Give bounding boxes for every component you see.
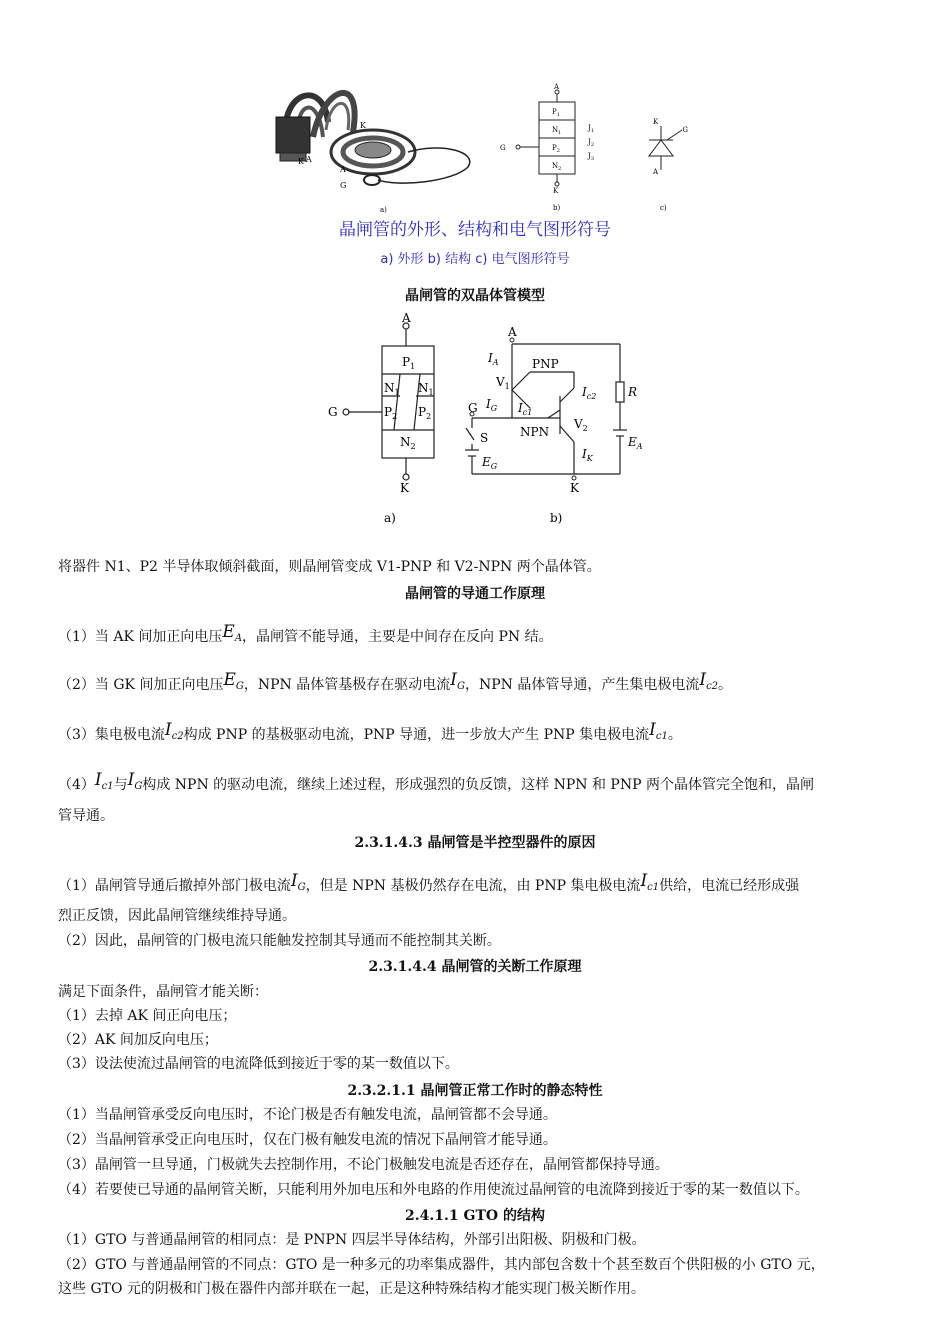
label-ik: $I_K$ bbox=[582, 447, 593, 463]
half-item-1: （1）晶闸管导通后撤掉外部门极电流IG，但是 NPN 基极仍然存在电流，由 PNP 集电极电流Ic1供给，电流已经形成强 bbox=[58, 871, 800, 894]
conduct-item-2: （2）当 GK 间加正向电压EG，NPN 晶体管基极存在驱动电流IG，NPN 晶体管导通，产生集电极电流Ic2。 bbox=[58, 670, 733, 693]
model-a-label-k: K bbox=[400, 481, 409, 495]
thyristor-appearance-figure bbox=[268, 82, 688, 217]
heading-two-transistor-model: 晶闸管的双晶体管模型 bbox=[405, 288, 545, 304]
model-b-g: G bbox=[468, 401, 478, 415]
model-b-caption: b) bbox=[550, 511, 563, 525]
label-v1: $V_1$ bbox=[496, 375, 510, 391]
fig1-b-n1: $N_1$ bbox=[552, 126, 562, 136]
off-intro: 满足下面条件，晶闸管才能关断： bbox=[58, 984, 268, 1000]
label-ea: $E_A$ bbox=[628, 435, 643, 451]
thyristor-photo bbox=[276, 93, 470, 185]
fig1-b-p1: $P_1$ bbox=[552, 108, 560, 118]
static-item-4: （4）若要使已导通的晶闸管关断，只能利用外加电压和外电路的作用使流过晶闸管的电流降到接近于零的某一数值以下。 bbox=[58, 1182, 809, 1198]
pnpn-structure bbox=[516, 90, 575, 186]
label-ia: $I_A$ bbox=[488, 351, 499, 367]
model-n1-right: $N_1$ bbox=[418, 381, 434, 397]
model-a-caption: a) bbox=[384, 511, 396, 525]
fig1-b-j2: $J_2$ bbox=[588, 138, 594, 148]
gto-item-2-cont: 这些 GTO 元的阴极和门极在器件内部并联在一起，正是这种特殊结构才能实现门极关断作用。 bbox=[58, 1281, 645, 1297]
gto-item-2: （2）GTO 与普通晶闸管的不同点：GTO 是一种多元的功率集成器件，其内部包含数十个甚至数百个供阳极的小 GTO 元， bbox=[58, 1257, 825, 1273]
fig1-c-k: K bbox=[653, 118, 659, 126]
model-p1: $P_1$ bbox=[402, 355, 416, 371]
model-b-k: K bbox=[570, 481, 579, 495]
fig1-label-a1: A bbox=[306, 155, 312, 164]
off-item-2: （2）AK 间加反向电压； bbox=[58, 1032, 218, 1048]
model-b-a: A bbox=[508, 325, 517, 339]
fig1-label-k1: K bbox=[360, 121, 366, 130]
off-item-1: （1）去掉 AK 间正向电压； bbox=[58, 1008, 237, 1024]
figure1-title: 晶闸管的外形、结构和电气图形符号 bbox=[339, 220, 611, 240]
heading-half-controlled: 2.3.1.4.3 晶闸管是半控型器件的原因 bbox=[354, 835, 596, 851]
label-ic2: $I_{c2}$ bbox=[582, 385, 597, 401]
fig1-label-k2: K bbox=[298, 157, 304, 166]
figure1-subtitle: a) 外形 b) 结构 c) 电气图形符号 bbox=[380, 252, 570, 267]
model-n1-left: $N_1$ bbox=[384, 381, 400, 397]
heading-turn-off: 2.3.1.4.4 晶闸管的关断工作原理 bbox=[368, 959, 582, 975]
fig1-b-n2: $N_2$ bbox=[552, 162, 562, 172]
conduct-item-4: （4）Ic1与IG构成 NPN 的驱动电流，继续上述过程，形成强烈的负反馈，这样 NPN 和 PNP 两个晶体管完全饱和，晶闸 bbox=[58, 770, 814, 793]
fig1-b-j1: $J_1$ bbox=[588, 124, 594, 134]
model-a-label-g: G bbox=[328, 405, 338, 419]
fig1-label-a-caption: a) bbox=[380, 206, 387, 214]
model-n2: $N_2$ bbox=[400, 435, 416, 451]
half-item-2: （2）因此，晶闸管的门极电流只能触发控制其导通而不能控制其关断。 bbox=[58, 933, 501, 949]
label-npn: NPN bbox=[520, 425, 550, 439]
two-transistor-model-figure bbox=[320, 310, 660, 530]
static-item-3: （3）晶闸管一旦导通，门极就失去控制作用，不论门极触发电流是否还存在，晶闸管都保持导通。 bbox=[58, 1157, 669, 1173]
label-ig: $I_G$ bbox=[486, 397, 498, 413]
cathode-terminal bbox=[572, 476, 576, 480]
fig1-b-p2: $P_2$ bbox=[552, 144, 560, 154]
gto-item-1: （1）GTO 与普通晶闸管的相同点：是 PNPN 四层半导体结构，外部引出阳极、阴极和门极。 bbox=[58, 1232, 646, 1248]
fig1-b-g: G bbox=[500, 144, 506, 152]
model-structure bbox=[343, 323, 434, 480]
fig1-b-caption: b) bbox=[553, 204, 561, 212]
label-s: S bbox=[480, 431, 489, 445]
model-p2-right: $P_2$ bbox=[418, 405, 432, 421]
fig1-c-a: A bbox=[653, 168, 659, 176]
model-a-label-a: A bbox=[402, 311, 411, 325]
static-item-1: （1）当晶闸管承受反向电压时，不论门极是否有触发电流，晶闸管都不会导通。 bbox=[58, 1107, 557, 1123]
fig1-c-g: G bbox=[682, 126, 688, 134]
label-eg: $E_G$ bbox=[482, 455, 498, 471]
fig1-label-g1: G bbox=[340, 181, 347, 190]
half-item-1-cont: 烈正反馈，因此晶闸管继续维持导通。 bbox=[58, 908, 296, 924]
fig1-b-j3: $J_3$ bbox=[588, 152, 594, 162]
heading-conduction-principle: 晶闸管的导通工作原理 bbox=[405, 586, 545, 602]
heading-gto-structure: 2.4.1.1 GTO 的结构 bbox=[405, 1208, 545, 1224]
static-item-2: （2）当晶闸管承受正向电压时，仅在门极有触发电流的情况下晶闸管才能导通。 bbox=[58, 1132, 557, 1148]
fig1-label-a2: A bbox=[340, 165, 346, 174]
conduct-item-1: （1）当 AK 间加正向电压EA，晶闸管不能导通，主要是中间存在反向 PN 结。 bbox=[58, 622, 553, 645]
label-v2: $V_2$ bbox=[574, 417, 588, 433]
fig1-c-caption: c) bbox=[660, 204, 667, 212]
label-pnp: PNP bbox=[532, 357, 559, 371]
model-p2-left: $P_2$ bbox=[384, 405, 398, 421]
para-oblique-section: 将器件 N1、P2 半导体取倾斜截面，则晶闸管变成 V1-PNP 和 V2-NPN 两个晶体管。 bbox=[58, 559, 601, 575]
fig1-b-a: A bbox=[554, 83, 560, 91]
label-ic1: $I_{c1}$ bbox=[518, 401, 533, 417]
conduct-item-4-cont: 管导通。 bbox=[58, 808, 114, 824]
off-item-3: （3）设法使流过晶闸管的电流降低到接近于零的某一数值以下。 bbox=[58, 1056, 459, 1072]
thyristor-symbol bbox=[649, 126, 682, 170]
label-r: R bbox=[628, 385, 638, 399]
fig1-b-k: K bbox=[553, 187, 559, 195]
heading-static-characteristics: 2.3.2.1.1 晶闸管正常工作时的静态特性 bbox=[347, 1083, 603, 1099]
conduct-item-3: （3）集电极电流Ic2构成 PNP 的基极驱动电流，PNP 导通，进一步放大产生 PNP 集电极电流Ic1。 bbox=[58, 720, 682, 743]
